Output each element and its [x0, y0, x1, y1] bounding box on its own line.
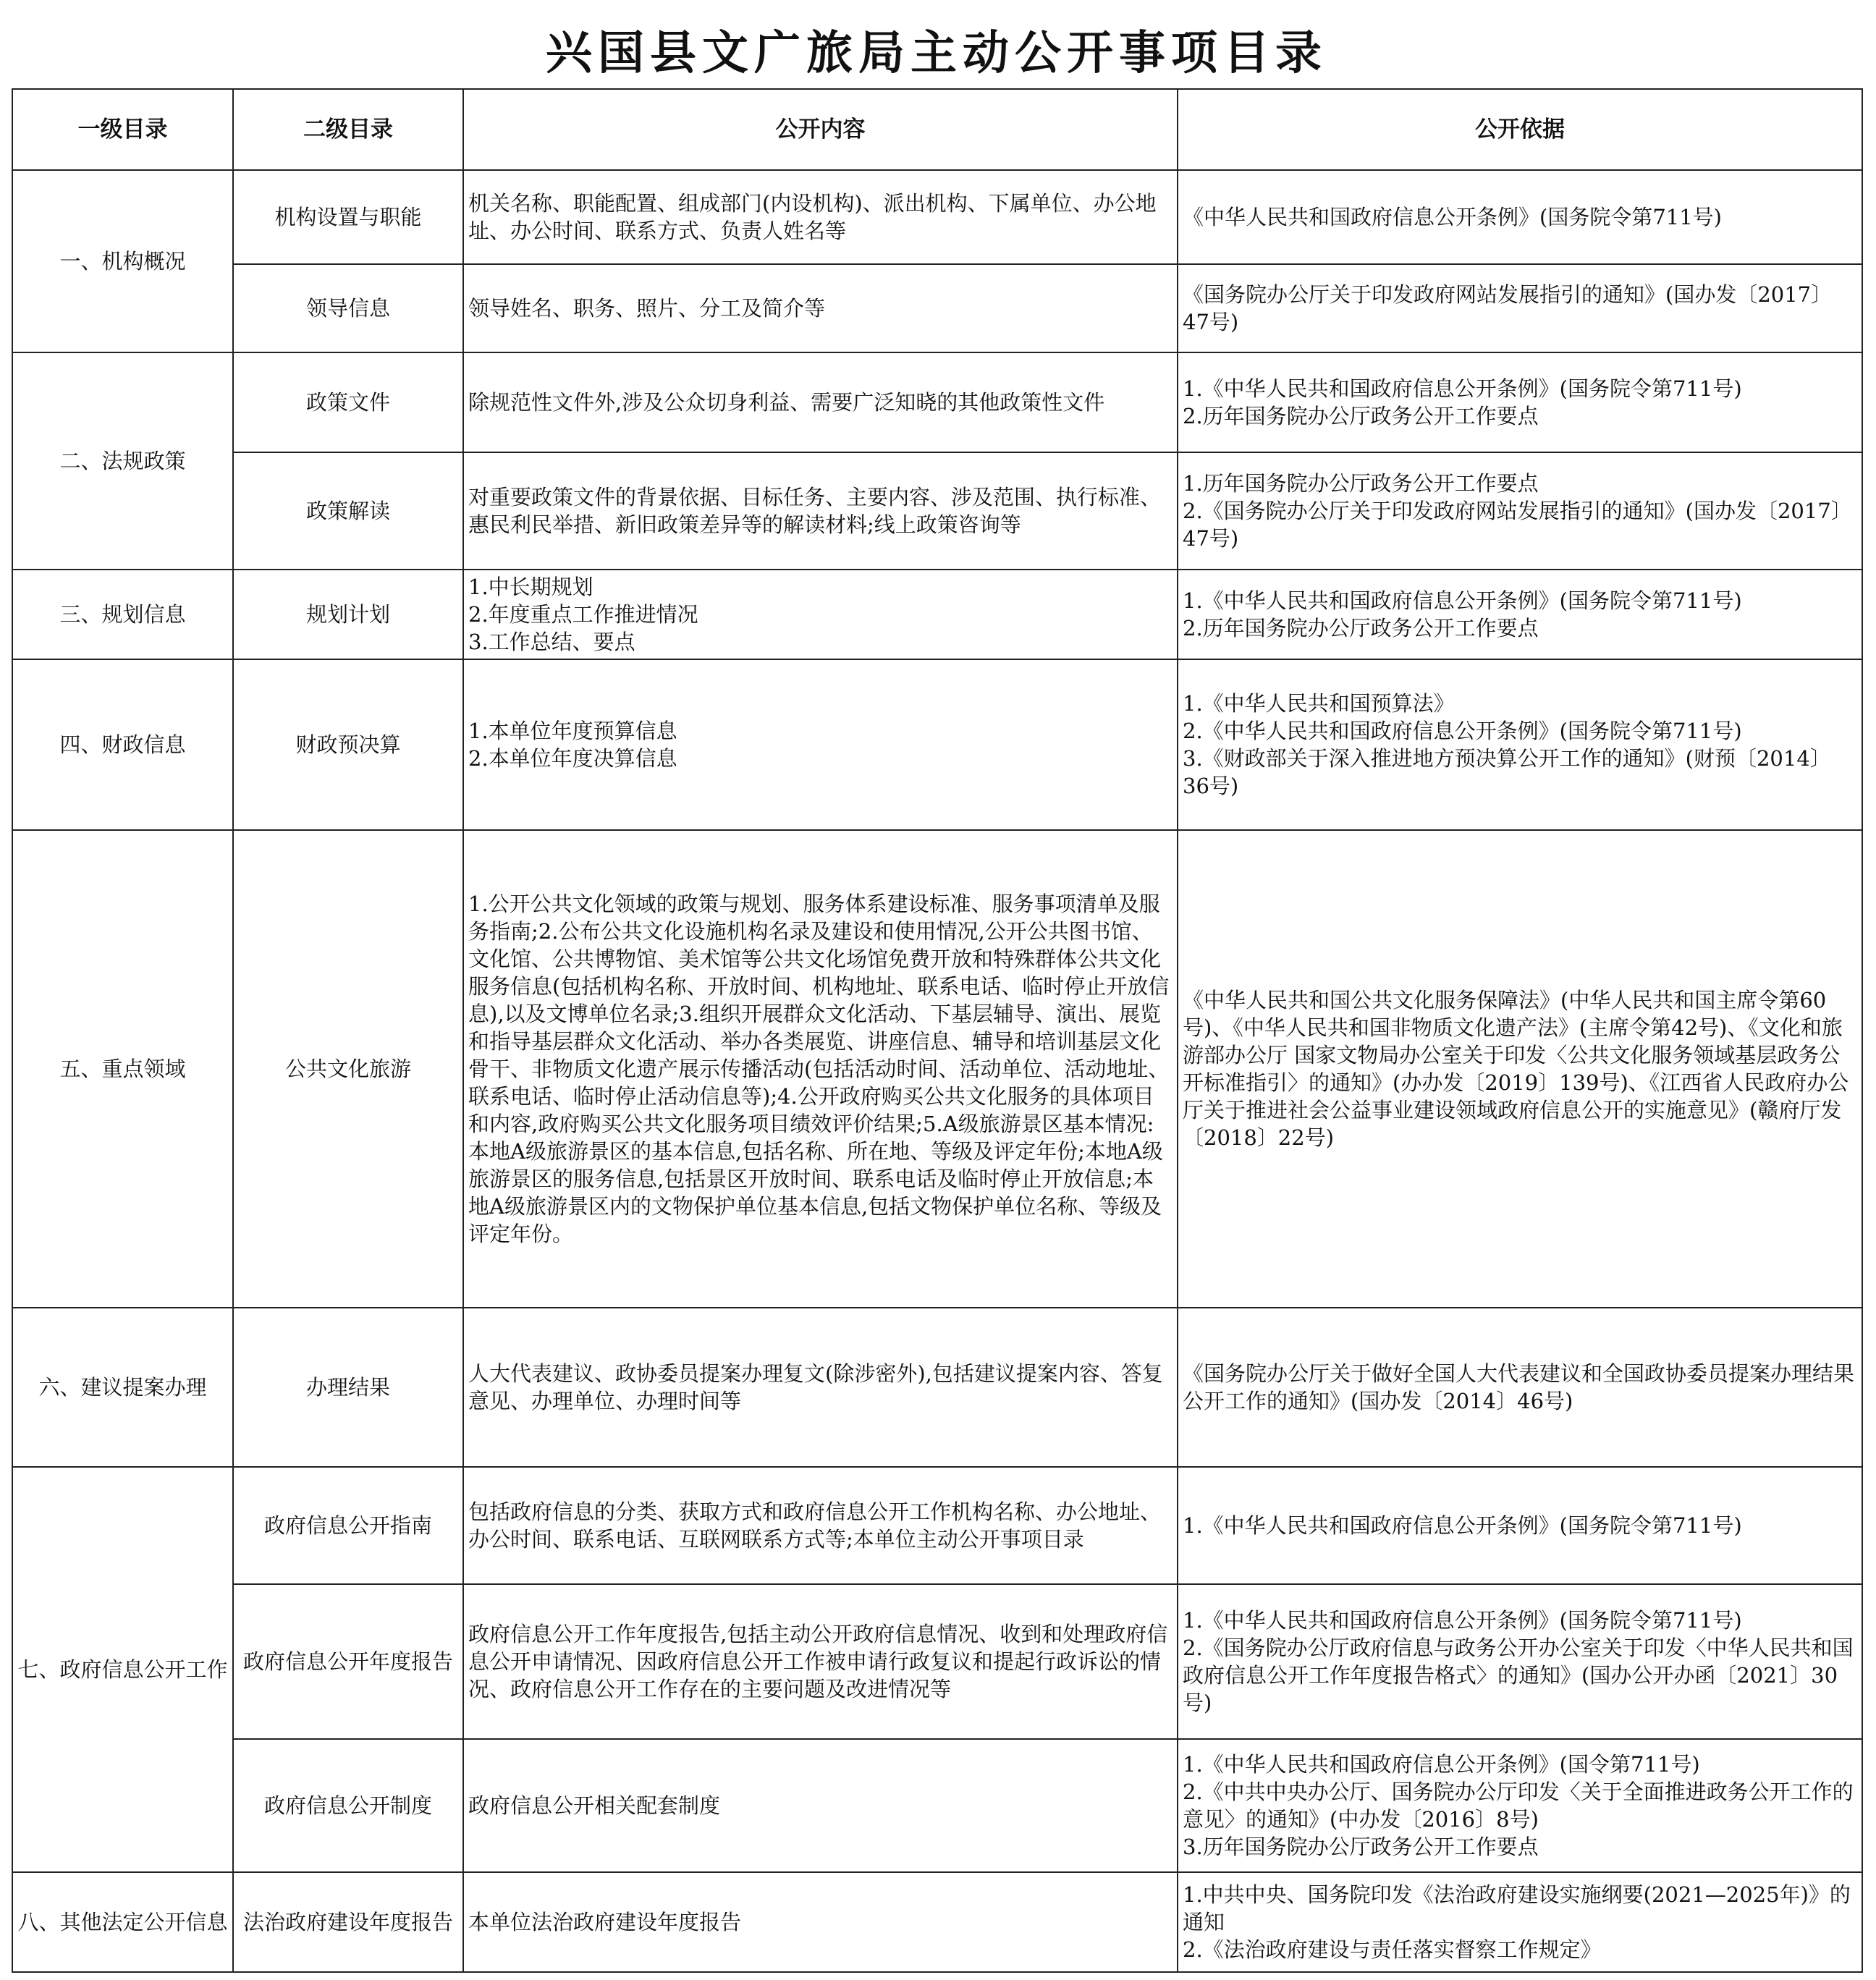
header-level2: 二级目录 [233, 89, 463, 170]
level2-cell: 政府信息公开制度 [233, 1739, 463, 1872]
level1-cell: 四、财政信息 [12, 659, 233, 830]
header-content: 公开内容 [463, 89, 1178, 170]
content-cell: 1.中长期规划 2.年度重点工作推进情况 3.工作总结、要点 [463, 570, 1178, 659]
basis-cell: 《中华人民共和国政府信息公开条例》(国务院令第711号) [1178, 170, 1862, 264]
level1-cell: 二、法规政策 [12, 352, 233, 570]
basis-cell: 1.《中华人民共和国政府信息公开条例》(国务院令第711号) 2.《国务院办公厅政府信息与政务公开办公室关于印发〈中华人民共和国政府信息公开工作年度报告格式〉的通知》(国办公开办函〔2021〕30号) [1178, 1584, 1862, 1739]
table-row [12, 170, 1862, 264]
table-row [12, 1308, 1862, 1467]
header-row [12, 89, 1862, 170]
content-cell: 包括政府信息的分类、获取方式和政府信息公开工作机构名称、办公地址、办公时间、联系电话、互联网联系方式等;本单位主动公开事项目录 [463, 1467, 1178, 1584]
basis-cell: 1.《中华人民共和国预算法》 2.《中华人民共和国政府信息公开条例》(国务院令第711号) 3.《财政部关于深入推进地方预决算公开工作的通知》(财预〔2014〕36号) [1178, 659, 1862, 830]
level2-cell: 机构设置与职能 [233, 170, 463, 264]
level1-cell: 七、政府信息公开工作 [12, 1467, 233, 1872]
basis-cell: 1.《中华人民共和国政府信息公开条例》(国务院令第711号) 2.历年国务院办公厅政务公开工作要点 [1178, 570, 1862, 659]
content-cell: 除规范性文件外,涉及公众切身利益、需要广泛知晓的其他政策性文件 [463, 352, 1178, 452]
level2-cell: 领导信息 [233, 264, 463, 352]
level2-cell: 公共文化旅游 [233, 830, 463, 1308]
level2-cell: 规划计划 [233, 570, 463, 659]
header-level1: 一级目录 [12, 89, 233, 170]
table-row [12, 659, 1862, 830]
table-row [12, 1467, 1862, 1584]
table-row [12, 830, 1862, 1308]
level1-cell: 五、重点领域 [12, 830, 233, 1308]
catalog-table [12, 88, 1863, 1973]
basis-cell: 《国务院办公厅关于印发政府网站发展指引的通知》(国办发〔2017〕47号) [1178, 264, 1862, 352]
content-cell: 政府信息公开工作年度报告,包括主动公开政府信息情况、收到和处理政府信息公开申请情况、因政府信息公开工作被申请行政复议和提起行政诉讼的情况、政府信息公开工作存在的主要问题及改进情况等 [463, 1584, 1178, 1739]
content-cell: 机关名称、职能配置、组成部门(内设机构)、派出机构、下属单位、办公地址、办公时间、联系方式、负责人姓名等 [463, 170, 1178, 264]
level2-cell: 政策解读 [233, 452, 463, 570]
header-basis: 公开依据 [1178, 89, 1862, 170]
basis-cell: 《国务院办公厅关于做好全国人大代表建议和全国政协委员提案办理结果公开工作的通知》(国办发〔2014〕46号) [1178, 1308, 1862, 1467]
level2-cell: 政府信息公开年度报告 [233, 1584, 463, 1739]
level1-cell: 一、机构概况 [12, 170, 233, 352]
page-title: 兴国县文广旅局主动公开事项目录 [546, 27, 1327, 80]
table-row [12, 1739, 1862, 1872]
basis-cell: 1.《中华人民共和国政府信息公开条例》(国令第711号) 2.《中共中央办公厅、国务院办公厅印发〈关于全面推进政务公开工作的意见〉的通知》(中办发〔2016〕8号) 3.历年国务院办公厅政务公开工作要点 [1178, 1739, 1862, 1872]
content-cell: 本单位法治政府建设年度报告 [463, 1872, 1178, 1972]
basis-cell: 1.中共中央、国务院印发《法治政府建设实施纲要(2021—2025年)》的通知 2.《法治政府建设与责任落实督察工作规定》 [1178, 1872, 1862, 1972]
basis-cell: 《中华人民共和国公共文化服务保障法》(中华人民共和国主席令第60号)、《中华人民共和国非物质文化遗产法》(主席令第42号)、《文化和旅游部办公厅 国家文物局办公室关于印发〈公共文化服务领域基层政务公开标准指引〉的通知》(办办发〔2019〕139号)、《江西省人民政府办公厅关于推进社会公益事业建设领域政府信息公开的实施意见》(赣府厅发〔2018〕22号) [1178, 830, 1862, 1308]
level2-cell: 政府信息公开指南 [233, 1467, 463, 1584]
level1-cell: 三、规划信息 [12, 570, 233, 659]
table-row [12, 352, 1862, 452]
content-cell: 1.公开公共文化领域的政策与规划、服务体系建设标准、服务事项清单及服务指南;2.公布公共文化设施机构名录及建设和使用情况,公开公共图书馆、文化馆、公共博物馆、美术馆等公共文化场馆免费开放和特殊群体公共文化服务信息(包括机构名称、开放时间、机构地址、联系电话、临时停止开放信息),以及文博单位名录;3.组织开展群众文化活动、下基层辅导、演出、展览和指导基层群众文化活动、举办各类展览、讲座信息、辅导和培训基层文化骨干、非物质文化遗产展示传播活动(包括活动时间、活动单位、活动地址、联系电话、临时停止活动信息等);4.公开政府购买公共文化服务的具体项目和内容,政府购买公共文化服务项目绩效评价结果;5.A级旅游景区基本情况:本地A级旅游景区的基本信息,包括名称、所在地、等级及评定年份;本地A级旅游景区的服务信息,包括景区开放时间、联系电话及临时停止开放信息;本地A级旅游景区内的文物保护单位基本信息,包括文物保护单位名称、等级及评定年份。 [463, 830, 1178, 1308]
content-cell: 对重要政策文件的背景依据、目标任务、主要内容、涉及范围、执行标准、惠民利民举措、新旧政策差异等的解读材料;线上政策咨询等 [463, 452, 1178, 570]
basis-cell: 1.历年国务院办公厅政务公开工作要点 2.《国务院办公厅关于印发政府网站发展指引的通知》(国办发〔2017〕47号) [1178, 452, 1862, 570]
level2-cell: 财政预决算 [233, 659, 463, 830]
basis-cell: 1.《中华人民共和国政府信息公开条例》(国务院令第711号) 2.历年国务院办公厅政务公开工作要点 [1178, 352, 1862, 452]
table-row [12, 452, 1862, 570]
content-cell: 1.本单位年度预算信息 2.本单位年度决算信息 [463, 659, 1178, 830]
content-cell: 领导姓名、职务、照片、分工及简介等 [463, 264, 1178, 352]
content-cell: 政府信息公开相关配套制度 [463, 1739, 1178, 1872]
basis-cell: 1.《中华人民共和国政府信息公开条例》(国务院令第711号) [1178, 1467, 1862, 1584]
table-row [12, 1872, 1862, 1972]
content-cell: 人大代表建议、政协委员提案办理复文(除涉密外),包括建议提案内容、答复意见、办理单位、办理时间等 [463, 1308, 1178, 1467]
level1-cell: 八、其他法定公开信息 [12, 1872, 233, 1972]
table-row [12, 570, 1862, 659]
table-row [12, 1584, 1862, 1739]
level1-cell: 六、建议提案办理 [12, 1308, 233, 1467]
level2-cell: 办理结果 [233, 1308, 463, 1467]
table-row [12, 264, 1862, 352]
level2-cell: 法治政府建设年度报告 [233, 1872, 463, 1972]
level2-cell: 政策文件 [233, 352, 463, 452]
